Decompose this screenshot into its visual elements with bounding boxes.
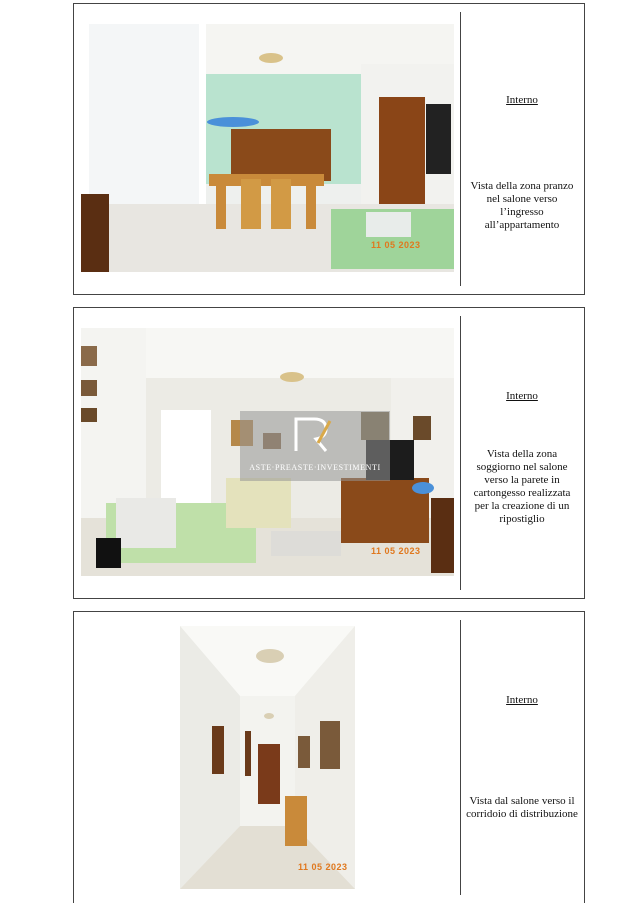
caption-heading: Interno — [506, 694, 538, 706]
caption-description: Vista della zona soggiorno nel salone verso la parete in cartongesso realizzata per la creazione di un ripostiglio — [473, 448, 571, 525]
caption-block — [466, 180, 578, 232]
panel-divider — [460, 12, 461, 286]
photo-date-stamp: 11 05 2023 — [371, 546, 421, 556]
photo-panel-dining — [73, 3, 585, 295]
photo-date-stamp: 11 05 2023 — [298, 862, 348, 872]
panel-divider — [460, 620, 461, 895]
watermark — [240, 411, 390, 481]
caption-heading: Interno — [506, 390, 538, 402]
caption-block — [466, 795, 578, 821]
caption-block — [466, 448, 578, 526]
caption-block — [466, 94, 578, 107]
photo-panel-living — [73, 307, 585, 599]
photo-panel-corridor — [73, 611, 585, 903]
caption-block — [466, 390, 578, 403]
caption-heading: Interno — [506, 94, 538, 106]
photo-corridor — [180, 626, 355, 889]
watermark-text: ASTE·PREASTE·INVESTIMENTI — [249, 463, 381, 472]
panel-divider — [460, 316, 461, 590]
photo-dining-area — [81, 24, 454, 272]
photo-date-stamp: 11 05 2023 — [371, 240, 421, 250]
logo-mark-icon — [288, 415, 338, 455]
caption-description: Vista della zona pranzo nel salone verso l’ingresso all’appartamento — [470, 180, 574, 231]
caption-block — [466, 694, 578, 707]
caption-description: Vista dal salone verso il corridoio di distribuzione — [466, 795, 578, 820]
